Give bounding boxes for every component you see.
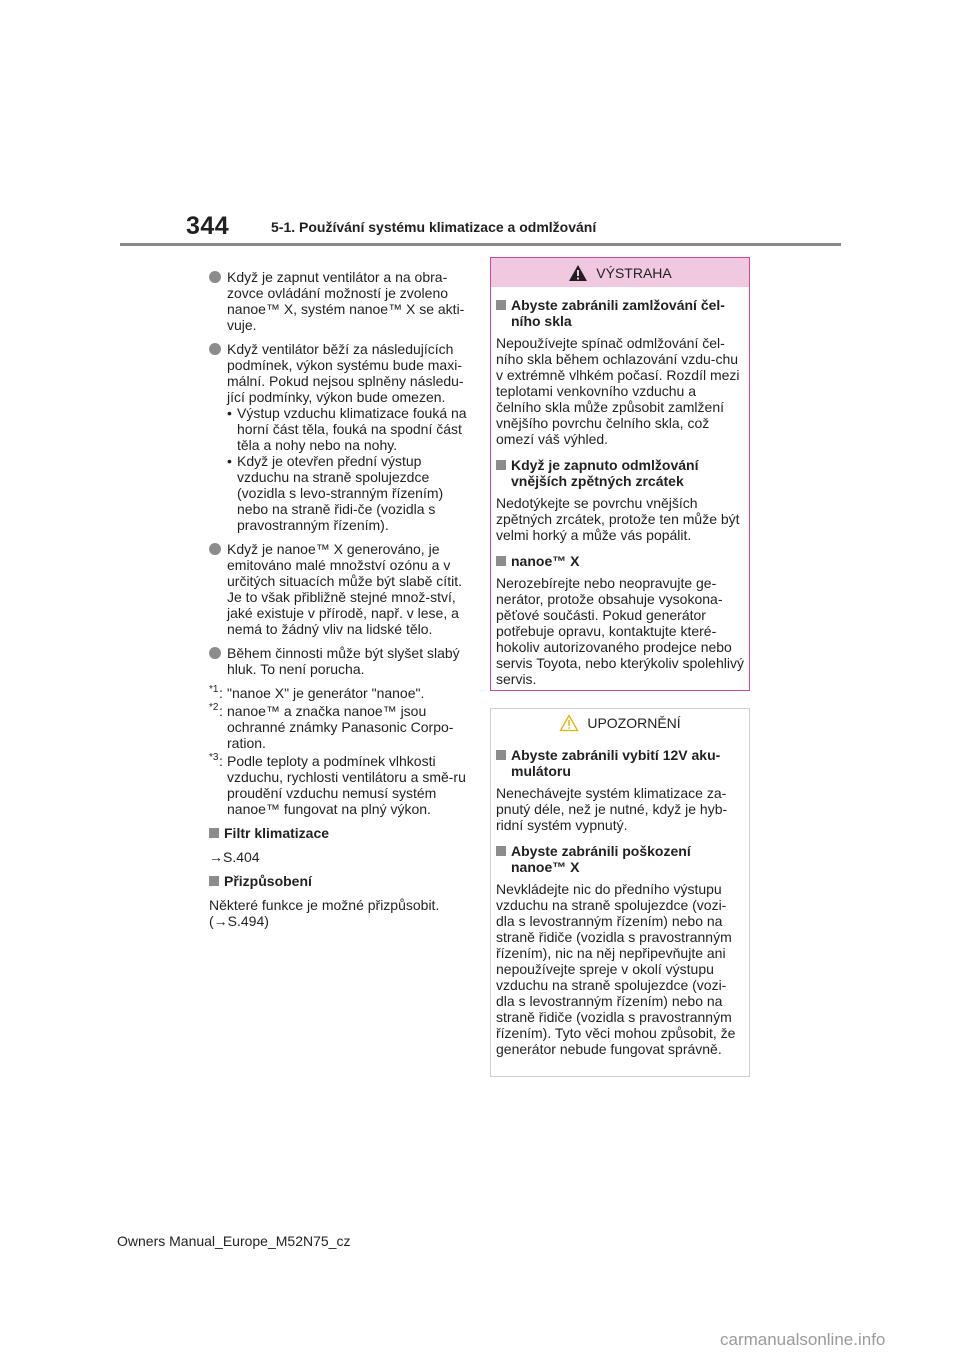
bullet-text: Když je nanoe™ X generováno, je emitováno malé množství ozónu a v určitých situacích může být slabě cítit. Je to však přibližně stejné množ-ství, jaké existuje v přírodě, např. v lese, a nemá to žádný vliv na lidské tělo. bbox=[227, 541, 462, 637]
square-bullet-icon bbox=[209, 828, 219, 838]
footnote bbox=[209, 685, 471, 701]
filter-heading-text: Filtr klimatizace bbox=[224, 825, 330, 841]
bullet-dot-icon bbox=[209, 543, 221, 555]
warning-heading-text: nanoe™ X bbox=[511, 553, 580, 569]
customization-heading-text: Přizpůsobení bbox=[224, 873, 312, 889]
header-divider bbox=[120, 243, 841, 246]
bullet-item bbox=[209, 269, 471, 333]
customization-heading bbox=[209, 873, 471, 889]
footnote bbox=[209, 703, 471, 751]
square-bullet-icon bbox=[496, 846, 506, 856]
footnote-text: "nanoe X" je generátor "nanoe". bbox=[227, 685, 425, 701]
notice-section-text: Nenechávejte systém klimatizace za-pnutý déle, než je nutné, když je hyb-ridní systém vypnutý. bbox=[496, 785, 728, 833]
filter-heading bbox=[209, 825, 471, 841]
customization-text: Některé funkce je možné přizpůsobit. (→S.494) bbox=[209, 897, 440, 929]
footnote-colon: : bbox=[219, 703, 223, 719]
footnote-colon: : bbox=[219, 685, 223, 701]
square-bullet-icon bbox=[496, 750, 506, 760]
warning-heading-text: Když je zapnuto odmlžování vnějších zpětných zrcátek bbox=[511, 457, 699, 489]
square-bullet-icon bbox=[496, 300, 506, 310]
sub-list-item bbox=[227, 453, 471, 533]
footer-text: Owners Manual_Europe_M52N75_cz bbox=[117, 1233, 351, 1249]
sub-list-text: Výstup vzduchu klimatizace fouká na horní část těla, fouká na spodní část těla a nohy nebo na nohy. bbox=[237, 405, 467, 453]
warning-section-text: Nedotýkejte se povrchu vnějších zpětných zrcátek, protože ten může být velmi horký a může vás popálit. bbox=[496, 495, 740, 543]
watermark-text: carmanualsonline.info bbox=[720, 1330, 886, 1349]
filter-reference: →S.404 bbox=[209, 849, 260, 865]
footnote-mark: *2 bbox=[209, 702, 219, 713]
warning-filled-icon bbox=[568, 264, 588, 282]
warning-section-heading bbox=[496, 297, 744, 329]
footnote-mark: *1 bbox=[209, 684, 219, 695]
sub-bullet-marker: • bbox=[227, 405, 232, 421]
bullet-text: Během činnosti může být slyšet slabý hluk. To není porucha. bbox=[227, 645, 460, 677]
warning-box bbox=[490, 257, 750, 691]
warning-heading-text: Abyste zabránili zamlžování čel-ního skla bbox=[511, 297, 725, 329]
notice-title: UPOZORNĚNÍ bbox=[587, 715, 681, 731]
footnote-text: Podle teploty a podmínek vlhkosti vzduchu, rychlosti ventilátoru a smě-ru proudění vzduchu nemusí systém nanoe™ fungovat na plný výkon. bbox=[227, 753, 466, 817]
notice-heading-text: Abyste zabránili vybití 12V aku-mulátoru bbox=[511, 747, 721, 779]
warning-box-header bbox=[491, 258, 749, 287]
notice-section-heading bbox=[496, 843, 744, 875]
sub-bullet-marker: • bbox=[227, 453, 232, 469]
square-bullet-icon bbox=[496, 460, 506, 470]
warning-box-body bbox=[491, 287, 749, 687]
warning-section-heading bbox=[496, 457, 744, 489]
notice-box bbox=[490, 708, 750, 1077]
warning-title: VÝSTRAHA bbox=[596, 264, 672, 281]
warning-section-text: Nerozebírejte nebo neopravujte ge-nerátor, protože obsahuje vysokona-pěťové součásti. Pokud generátor potřebuje opravu, kontaktujte které-hokoliv autorizovaného prodejce nebo servis Toyota, nebo kterýkoliv spolehlivý servis. bbox=[496, 575, 744, 687]
warning-section-text: Nepoužívejte spínač odmlžování čel-ního skla během ochlazování vzdu-chu v extrémně vlhkém počasí. Rozdíl mezi teplotami venkovního vzduchu a čelního skla může způsobit zamlžení vnějšího povrchu čelního skla, což omezí váš výhled. bbox=[496, 335, 740, 447]
footnote bbox=[209, 753, 471, 817]
notice-section-heading bbox=[496, 747, 744, 779]
warning-outline-icon bbox=[559, 714, 579, 732]
left-column bbox=[209, 269, 471, 937]
bullet-dot-icon bbox=[209, 271, 221, 283]
notice-section-text: Nevkládejte nic do předního výstupu vzduchu na straně spolujezdce (vozi-dla s levostranným řízením) nebo na straně řidiče (vozidla s pravostranným řízením), nic na něj nepřipevňujte ani nepoužívejte spreje v okolí výstupu vzduchu na straně spolujezdce (vozi-dla s levostranným řízením) nebo na straně řidiče (vozidla s pravostranným řízením). Tyto věci mohou způsobit, že generátor nebude fungovat správně. bbox=[496, 881, 736, 1057]
footnote-text: nanoe™ a značka nanoe™ jsou ochranné známky Panasonic Corpo-ration. bbox=[227, 703, 454, 751]
sub-list-item bbox=[227, 405, 471, 453]
square-bullet-icon bbox=[496, 556, 506, 566]
footnote-colon: : bbox=[219, 753, 223, 769]
sub-list-text: Když je otevřen přední výstup vzduchu na straně spolujezdce (vozidla s levo-stranným řízením) nebo na straně řidi-če (vozidla s pravostranným řízením). bbox=[237, 453, 444, 533]
page-number: 344 bbox=[186, 212, 230, 240]
square-bullet-icon bbox=[209, 876, 219, 886]
footnote-mark: *3 bbox=[209, 752, 219, 763]
notice-box-header bbox=[491, 709, 749, 737]
bullet-text: Když ventilátor běží za následujících podmínek, výkon systému bude maxi-mální. Pokud nejsou splněny následu-jící podmínky, výkon bude omezen. bbox=[227, 341, 464, 405]
bullet-item bbox=[209, 341, 471, 533]
warning-section-heading bbox=[496, 553, 744, 569]
bullet-item bbox=[209, 541, 471, 637]
bullet-item bbox=[209, 645, 471, 677]
notice-heading-text: Abyste zabránili poškození nanoe™ X bbox=[511, 843, 691, 875]
notice-box-body bbox=[491, 737, 749, 1057]
bullet-text: Když je zapnut ventilátor a na obra-zovce ovládání možností je zvoleno nanoe™ X, systém nanoe™ X se akti-vuje. bbox=[227, 269, 465, 333]
bullet-dot-icon bbox=[209, 647, 221, 659]
bullet-dot-icon bbox=[209, 343, 221, 355]
section-title: 5-1. Používání systému klimatizace a odmlžování bbox=[271, 219, 597, 235]
